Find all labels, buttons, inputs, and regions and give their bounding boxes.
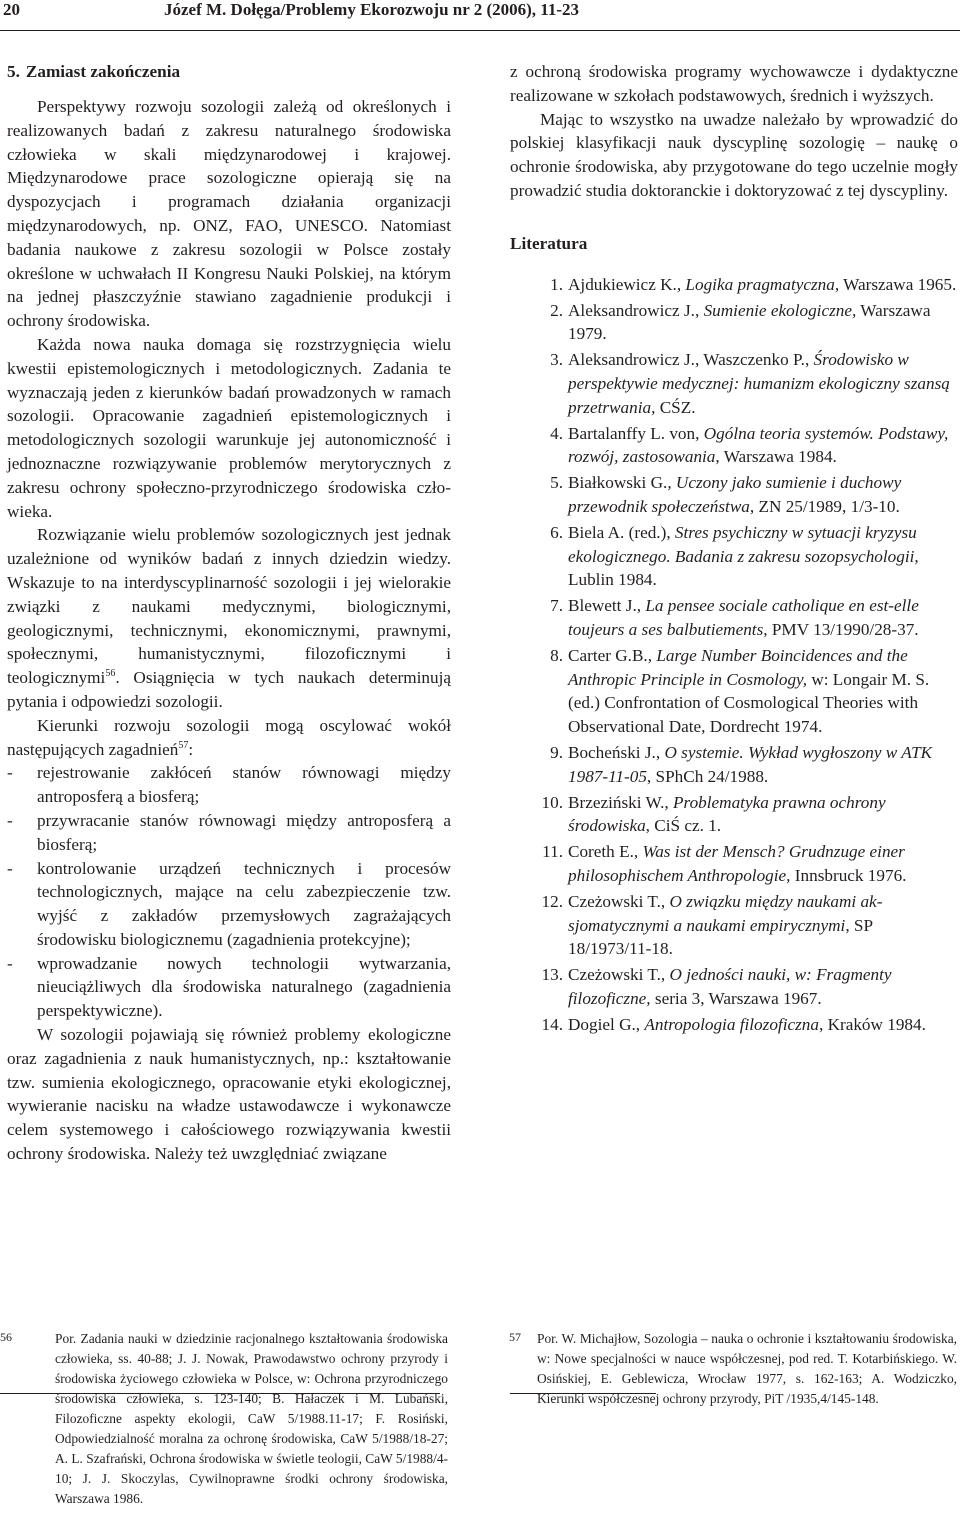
list-dash: - — [7, 810, 13, 830]
reference-details: , Warszawa 1965. — [834, 274, 957, 294]
paragraph-2: Każda nowa nauka domaga się rozstrzygnięcia wielu kwestii epistemologicznych i metodologicznych. Zadania te wyznaczają jeden z kierunków badań prowadzonych w ramach sozologii. Opracowanie zagadnień epistemologicznych i metodologicznych sozologii warunkuje jej autonomiczność i jednoznaczne rozwiązywanie problemów merytorycznych z zakresu ochrony społeczno-przyrodniczego środowiska człowieka. — [7, 334, 451, 521]
reference-item — [510, 299, 958, 347]
reference-title: O jedności nauki, w: Fragmenty filozoficzne, — [568, 965, 892, 1008]
paragraph-4 — [7, 714, 451, 762]
paragraph-5: W sozologii pojawiają się również problemy ekologiczne oraz zagadnienia z nauk humanistycznych, np.: kształtowanie tzw. sumienia ekologicznego, opracowanie etyki ekologicznej, wywieranie nacisku na władze ustawodawcze i wykonawcze celem systemowego i całościowego rozwiązywania kwestii ochrony środowiska. Należy też uwzględniać związane — [7, 1025, 451, 1164]
reference-item — [510, 741, 958, 789]
paragraph-3-text: Rozwiązanie wielu problemów sozologicznych jest jednak uzależnione od wyników badań z innych dziedzin wiedzy. Wskazuje to na interdyscyplinarność sozologii i jej wielorakie związki z naukami medycznymi, biologicznymi, geologicznymi, technicznymi, ekonomicznymi, prawnymi, społecznymi, humanistycznymi, filozoficznymi i teologicznymi — [7, 525, 451, 688]
reference-author: Blewett J., — [568, 596, 646, 616]
running-head-title: Józef M. Dołęga/Problemy Ekorozwoju nr 2 (2006), 11-23 — [164, 0, 580, 19]
list-item-text: rejestrowanie zakłóceń stanów równowagi między antroposferą a biosferą; — [37, 763, 451, 807]
reference-author: Czeżowski T., — [568, 891, 670, 911]
footnote-text: Por. W. Michajłow, Sozologia – nauka o ochronie i kształtowaniu środowiska, w: Nowe specjalności w nauce współczesnej, pod red. T. Kotarbińskiego. W. Osińskiej, E. Geblewicza, Wrocław 1977, s. 162-163; A. Wodziczko, Kierunki współczesnej ochrony przyrody, PiT /1935,4/145-148. — [537, 1331, 957, 1406]
reference-author: Ajdukiewicz K., — [568, 274, 686, 294]
reference-author: Czeżowski T., — [568, 965, 670, 985]
reference-item — [510, 273, 958, 297]
footnote-number: 57 — [509, 1330, 521, 1344]
reference-author: Aleksandrowicz J., Waszczenko P., — [568, 350, 814, 370]
footnote-ref-56[interactable]: 56 — [105, 668, 116, 680]
list-item-text: przywracanie stanów równowagi między antroposferą a biosferą; — [37, 810, 451, 854]
reference-author: Aleksandrowicz J., — [568, 300, 704, 320]
reference-number: 10. — [541, 792, 563, 812]
paragraph-4-tail: : — [188, 739, 194, 759]
reference-details: , CŚZ. — [651, 397, 696, 417]
dash-list — [7, 761, 451, 1023]
reference-item — [510, 521, 958, 592]
reference-author: Bocheński J., — [568, 742, 665, 762]
reference-title: Środowisko w perspektywie medycznej: humanizm ekologiczny szansą przetrwania — [568, 350, 950, 417]
footnote-number: 56 — [0, 1330, 12, 1344]
section-title: Zamiast zakończenia — [25, 62, 181, 81]
reference-details: , SP 18/1973/11-18. — [568, 915, 873, 959]
reference-number: 5. — [550, 473, 563, 493]
left-column — [7, 60, 451, 1166]
list-item — [7, 809, 451, 857]
list-item — [7, 952, 451, 1023]
reference-details: Innsbruck 1976. — [790, 865, 907, 885]
reference-title: Sumienie ekologiczne, — [703, 300, 857, 320]
paragraph-4-text: Kierunki rozwoju sozologii mogą oscylować wokół następujących zagadnień — [7, 715, 451, 759]
reference-item — [510, 644, 958, 739]
footnote-text: Por. Zadania nauki w dziedzinie racjonalnego kształtowania środowiska człowieka, ss. 40-88; J. J. Nowak, Prawodawstwo ochrony przyrody i środowiska życiowego człowieka w Polsce, w: Ochrona przyrodniczego środowiska człowieka, s. 123-140; B. Hałaczek i M. Lubański, Filozoficzne aspekty ekologii, CaW 5/1988.11-17; F. Rosiński, Odpowiedzialność moralna za ochronę środowiska, CaW 5/1988/18-27; A. L. Szafrański, Ochrona środowiska w świetle teologii, CaW 5/1988/4-10; J. J. Skoczylas, Cywilnoprawne środki ochrony środowiska, Warszawa 1986. — [55, 1331, 448, 1506]
reference-number: 4. — [550, 423, 563, 443]
reference-details: , SPhCh 24/1988. — [646, 766, 769, 786]
reference-item — [510, 594, 958, 642]
paragraph-7: Mając to wszystko na uwadze należało by wprowadzić do polskiej klasyfikacji nauk dyscyplinę sozologię – naukę o ochronie środowiska, aby przygotowane do tego uczelnie mogły prowadzić studia doktoranckie i doktoryzować z tej dyscypliny. — [510, 109, 958, 200]
reference-title: Stres psychiczny w sytuacji kryzysu ekologicznego. Badania z zakresu sozopsychologii — [568, 522, 917, 566]
reference-details: , CiŚ cz. 1. — [645, 816, 722, 836]
reference-number: 3. — [550, 350, 563, 370]
reference-item — [510, 348, 958, 419]
reference-author: Biela A. (red.), — [568, 522, 675, 542]
reference-title: Was ist der Mensch? Grudnzuge einer philosophischem Anthropologie, — [568, 842, 905, 885]
reference-title: Problematyka prawna ochrony środowiska — [568, 792, 886, 836]
footnote-57 — [509, 1329, 957, 1409]
reference-number: 13. — [541, 965, 563, 985]
reference-number: 8. — [550, 645, 563, 665]
section-number: 5. — [7, 62, 20, 81]
reference-number: 11. — [542, 842, 563, 862]
reference-details: Warszawa 1979. — [568, 300, 931, 344]
paragraph-1: Perspektywy rozwoju sozologii zależą od określonych i realizowanych badań z zakresu naturalnego środowiska człowieka w skali międzynarodowej i krajowej. Międzynarodowe prace sozologiczne opierają się na dyspozycjach i programach działania organizacji międzynarodowych, np. ONZ, FAO, UNESCO. Natomiast badania naukowe z zakresu sozologii w Polsce zostały określone w uchwałach II Kongresu Nauki Polskiej, na którym na jednej płaszczyźnie stawiano zagadnienie produkcji i ochrony środowiska. — [7, 97, 451, 331]
list-dash: - — [7, 763, 13, 783]
reference-item — [510, 840, 958, 888]
reference-number: 2. — [550, 300, 563, 320]
reference-number: 7. — [550, 596, 563, 616]
reference-title: La pensee sociale catholique en est-elle toujeurs a ses balbutiements — [568, 596, 919, 639]
reference-item — [510, 963, 958, 1011]
list-item-text: kontrolowanie urządzeń technicznych i procesów technologicznych, mające na celu zabezpieczenie tzw. wyjść z zakładów przemysłowych zagrażających środowisku biologicznemu (zagadnienia protekcyjne); — [37, 858, 451, 949]
paragraph-3 — [7, 523, 451, 713]
reference-item — [510, 422, 958, 470]
reference-title: Ogólna teoria systemów. Podstawy, rozwój, zastosowania — [568, 423, 949, 467]
footnote-56 — [0, 1329, 448, 1509]
reference-title: O systemie. Wykład wygłoszony w ATK 1987-11-05 — [568, 742, 933, 786]
reference-details: seria 3, Warszawa 1967. — [650, 988, 822, 1008]
reference-details: , Kraków 1984. — [818, 1014, 926, 1034]
running-head — [0, 0, 930, 20]
reference-number: 1. — [550, 274, 563, 294]
reference-details: , ZN 25/1989, 1/3-10. — [749, 496, 900, 516]
footnote-ref-57[interactable]: 57 — [178, 739, 189, 751]
paragraph-6: z ochroną środowiska programy wychowawcze i dydaktyczne realizowane w szkołach podstawowych, średnich i wyższych. — [510, 62, 958, 105]
list-dash: - — [7, 953, 13, 973]
reference-author: Białkowski G. — [568, 473, 668, 493]
section-heading — [7, 60, 451, 84]
reference-number: 14. — [541, 1014, 563, 1034]
reference-author: Brzeziński W., — [568, 792, 674, 812]
reference-details: , PMV 13/1990/28-37. — [763, 619, 919, 639]
reference-number: 6. — [550, 522, 563, 542]
reference-item — [510, 1013, 958, 1037]
list-item — [7, 857, 451, 952]
reference-author: Bartalanffy L. von, — [568, 423, 704, 443]
reference-item — [510, 890, 958, 961]
reference-title: , Uczony jako sumienie i duchowy przewodnik społeczeństwa — [568, 473, 902, 516]
reference-details: , Lublin 1984. — [568, 546, 919, 590]
reference-number: 9. — [550, 742, 563, 762]
reference-author: Dogiel G., — [568, 1014, 645, 1034]
list-dash: - — [7, 858, 13, 878]
reference-title: Antropologia filozoficzna — [644, 1014, 819, 1034]
reference-details: w: Longair M. S. (ed.) Confrontation of Cosmological Theories with Observational Date, Dordrecht 1974. — [568, 669, 930, 737]
reference-item — [510, 471, 958, 519]
reference-list — [510, 273, 958, 1037]
list-item — [7, 761, 451, 809]
reference-details: , Warszawa 1984. — [715, 447, 837, 467]
literature-heading: Literatura — [510, 233, 588, 253]
reference-title: Logika pragmatyczna — [685, 274, 835, 294]
reference-author: Coreth E., — [568, 842, 643, 862]
reference-item — [510, 791, 958, 839]
page-number: 20 — [3, 0, 20, 19]
list-item-text: wprowadzanie nowych technologii wytwarzania, nieuciążliwych dla środowiska naturalnego (zagadnienia perspektywiczne). — [37, 953, 451, 1021]
header-rule — [0, 30, 960, 31]
paragraph-3-tail: . Osiągnięcia w tych naukach determinują pytania i odpowiedzi sozologii. — [7, 668, 451, 711]
reference-author: Carter G.B., — [568, 645, 657, 665]
reference-title: Large Number Boincidences and the Anthropic Principle in Cosmology, — [568, 645, 908, 689]
reference-number: 12. — [541, 891, 563, 911]
right-column — [510, 60, 958, 1038]
reference-title: O związku między naukami aksjomatycznymi a naukami empirycznymi — [568, 891, 883, 935]
